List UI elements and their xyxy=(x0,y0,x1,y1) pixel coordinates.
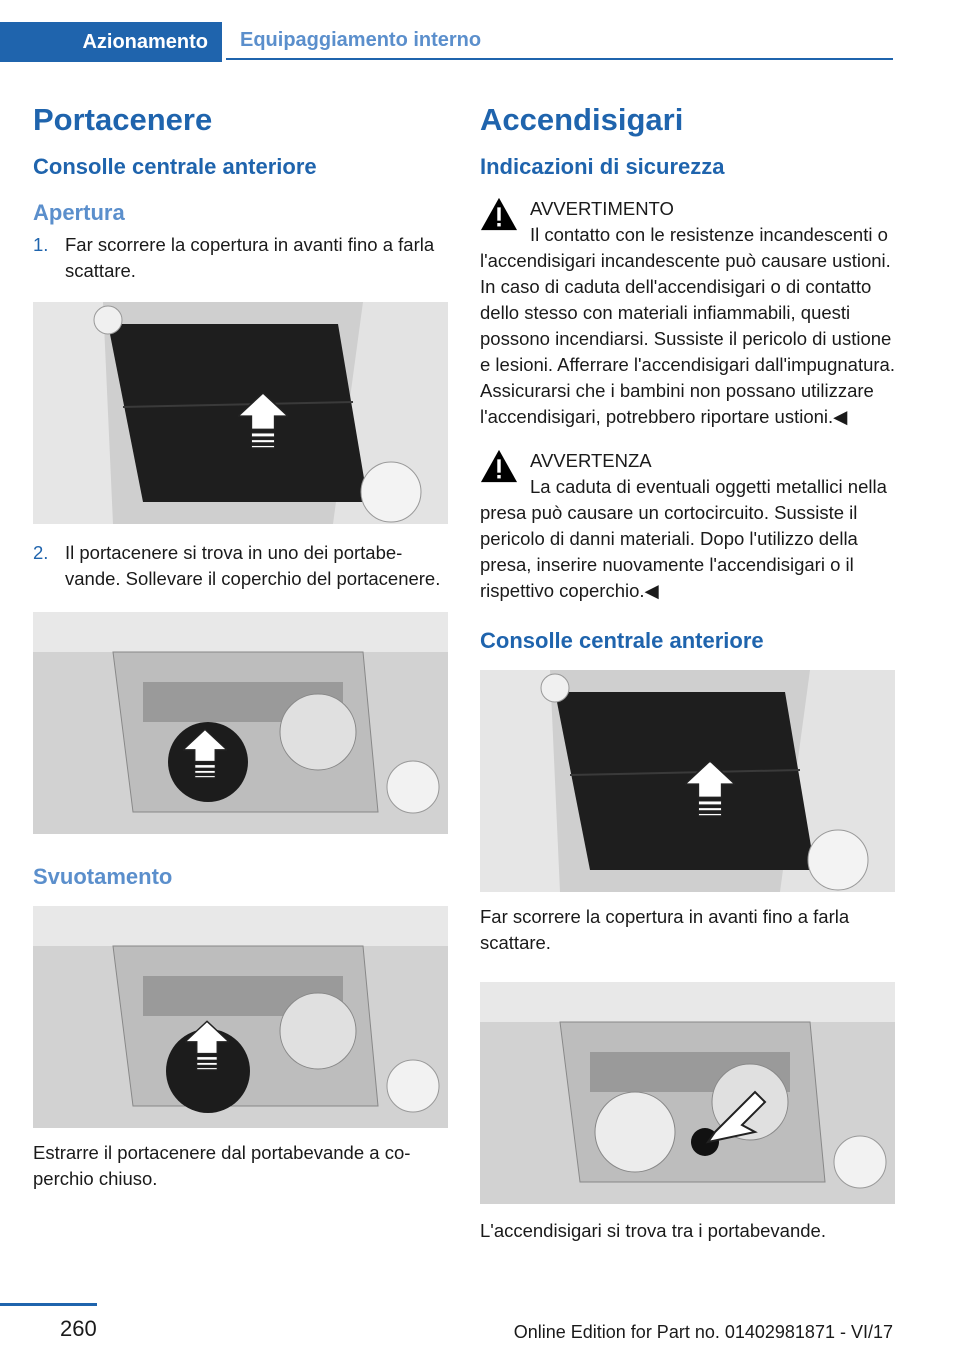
step-text: Il portacenere si trova in uno dei portabevande. Sollevare il coperchio del portacenere. xyxy=(65,542,441,589)
page-title-accendisigari: Accendisigari xyxy=(480,102,684,137)
footer-rule xyxy=(0,1303,97,1306)
location-instruction: L'accendisigari si trova tra i portabevande. xyxy=(480,1220,826,1241)
chapter-tabs xyxy=(0,22,893,62)
illustration-slide-cover-right xyxy=(480,670,895,892)
step-text: Far scorrere la copertura in avanti fino a farla scattare. xyxy=(65,234,435,281)
warning-text: Il contatto con le resistenze incandescenti o l'accendisigari incandescente può causare ustioni. In caso di caduta dell'accendisigari o di contatto dello stesso con materiali infiammabili, questi possono incendiarsi. Sussiste il pericolo di ustione e lesioni. Afferrare l'accendisigari dall'impugnatura. Assicurarsi che i bambini non possano utilizzare l'accendisigari, potrebbero riportare ustioni.◀ xyxy=(480,224,895,427)
warning-label: AVVERTENZA xyxy=(530,450,652,471)
warning-label: AVVERTIMENTO xyxy=(530,198,674,219)
illustration-lighter-location xyxy=(480,982,895,1204)
illustration-lift-lid xyxy=(33,612,448,834)
warning-block-2 xyxy=(480,448,895,604)
illustration-slide-cover xyxy=(33,302,448,524)
section-apertura: Apertura xyxy=(33,200,125,225)
slide-instruction: Far scorrere la copertura in avanti fino a farla scattare. xyxy=(480,906,850,953)
subtitle-consolle-right: Consolle centrale anteriore xyxy=(480,628,764,653)
warning-triangle-icon xyxy=(480,196,518,232)
page-number: 260 xyxy=(60,1316,97,1341)
empty-instruction: Estrarre il portacenere dal portabevande a coperchio chiuso. xyxy=(33,1142,411,1189)
tab-equipaggiamento-interno[interactable]: Equipaggiamento interno xyxy=(226,22,893,60)
warning-triangle-icon xyxy=(480,448,518,484)
right-column xyxy=(480,100,895,1244)
edition-footer: Online Edition for Part no. 01402981871 - VI/17 xyxy=(513,1322,893,1342)
warning-text: La caduta di eventuali oggetti metallici nella presa può causare un cortocircuito. Sussiste il pericolo di danni materiali. Dopo l'utilizzo della presa, inserire nuovamente l'accendisigari o il rispettivo coperchio.◀ xyxy=(480,476,887,601)
illustration-remove-ashtray xyxy=(33,906,448,1128)
step-number: 1. xyxy=(33,234,49,255)
step-1 xyxy=(33,232,448,284)
step-2 xyxy=(33,540,448,592)
page-title-portacenere: Portacenere xyxy=(33,102,213,137)
step-number: 2. xyxy=(33,542,49,563)
subtitle-sicurezza: Indicazioni di sicurezza xyxy=(480,154,725,179)
left-column xyxy=(33,100,448,1192)
tab-azionamento[interactable]: Azionamento xyxy=(0,22,222,62)
warning-block-1 xyxy=(480,196,895,430)
subtitle-consolle: Consolle centrale anteriore xyxy=(33,154,317,179)
section-svuotamento: Svuotamento xyxy=(33,864,173,889)
